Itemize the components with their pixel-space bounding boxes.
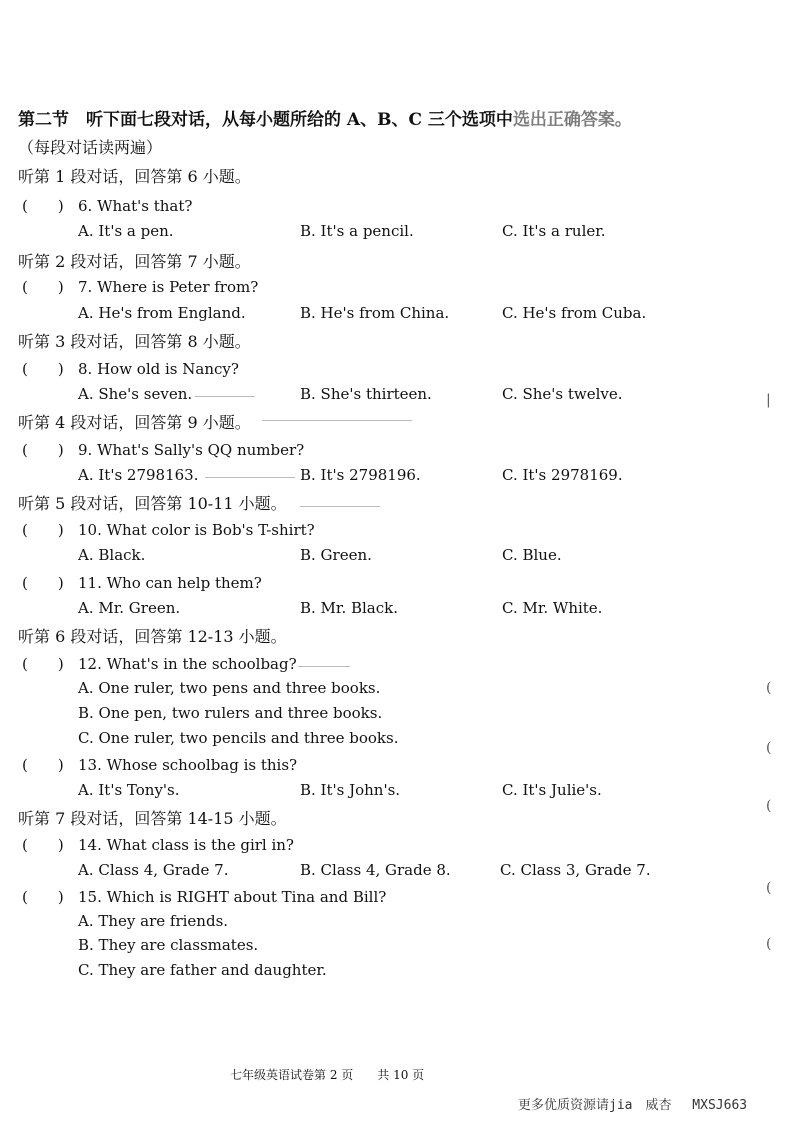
question-text: 11. Who can help them? xyxy=(78,574,262,592)
margin-mark: ( xyxy=(766,740,772,756)
dialogue-label: 听第 1 段对话，回答第 6 小题。 xyxy=(18,167,251,186)
question-14 xyxy=(22,834,294,855)
question-text: 15. Which is RIGHT about Tina and Bill? xyxy=(78,888,387,906)
question-12 xyxy=(22,653,297,674)
margin-mark: | xyxy=(766,392,771,408)
option-a: A. It's a pen. xyxy=(78,222,174,240)
option-c: C. Class 3, Grade 7. xyxy=(500,861,651,879)
option-b: B. Green. xyxy=(300,546,372,564)
dialogue-label: 听第 5 段对话，回答第 10-11 小题。 xyxy=(18,494,287,513)
option-b: B. It's a pencil. xyxy=(300,222,414,240)
question-9 xyxy=(22,439,304,460)
scan-line xyxy=(300,506,380,507)
section-title-tail: 选出正确答案。 xyxy=(512,110,632,130)
option-b: B. She's thirteen. xyxy=(300,385,432,403)
option-c: C. They are father and daughter. xyxy=(78,961,327,979)
option-c: C. Mr. White. xyxy=(502,599,603,617)
scan-line xyxy=(298,666,350,667)
option-c: C. It's Julie's. xyxy=(502,781,602,799)
question-13 xyxy=(22,754,297,775)
option-b: B. Mr. Black. xyxy=(300,599,398,617)
answer-blank[interactable]: ( ) xyxy=(22,521,64,539)
dialogue-label: 听第 2 段对话，回答第 7 小题。 xyxy=(18,252,251,271)
question-text: 10. What color is Bob's T-shirt? xyxy=(78,521,315,539)
watermark-text: 更多优质资源请jia 威杏 MXSJ663 xyxy=(518,1098,748,1113)
option-a: A. Black. xyxy=(78,546,146,564)
scan-line xyxy=(195,396,255,397)
option-c: C. She's twelve. xyxy=(502,385,623,403)
dialogue-label: 听第 6 段对话，回答第 12-13 小题。 xyxy=(18,627,287,646)
dialogue-label: 听第 3 段对话，回答第 8 小题。 xyxy=(18,332,251,351)
option-b: B. It's John's. xyxy=(300,781,401,799)
option-c: C. One ruler, two pencils and three books. xyxy=(78,729,399,747)
question-text: 9. What's Sally's QQ number? xyxy=(78,441,305,459)
answer-blank[interactable]: ( ) xyxy=(22,888,64,906)
answer-blank[interactable]: ( ) xyxy=(22,441,64,459)
option-b: B. He's from China. xyxy=(300,304,450,322)
margin-mark: ( xyxy=(766,880,772,896)
question-15 xyxy=(22,886,386,907)
answer-blank[interactable]: ( ) xyxy=(22,278,64,296)
question-7 xyxy=(22,276,258,297)
option-c: C. Blue. xyxy=(502,546,562,564)
margin-mark: ( xyxy=(766,936,772,952)
dialogue-label: 听第 7 段对话，回答第 14-15 小题。 xyxy=(18,809,287,828)
option-b: B. They are classmates. xyxy=(78,936,259,954)
question-text: 14. What class is the girl in? xyxy=(78,836,294,854)
question-text: 12. What's in the schoolbag? xyxy=(78,655,297,673)
option-b: B. Class 4, Grade 8. xyxy=(300,861,451,879)
option-a: A. It's Tony's. xyxy=(78,781,180,799)
option-a: A. Mr. Green. xyxy=(78,599,181,617)
option-c: C. It's a ruler. xyxy=(502,222,606,240)
option-b: B. It's 2798196. xyxy=(300,466,421,484)
question-text: 8. How old is Nancy? xyxy=(78,360,239,378)
margin-mark: ( xyxy=(766,798,772,814)
option-a: A. It's 2798163. xyxy=(78,466,199,484)
question-10 xyxy=(22,519,315,540)
answer-blank[interactable]: ( ) xyxy=(22,574,64,592)
answer-blank[interactable]: ( ) xyxy=(22,655,64,673)
dialogue-label: 听第 4 段对话，回答第 9 小题。 xyxy=(18,413,251,432)
option-a: A. He's from England. xyxy=(78,304,246,322)
option-c: C. He's from Cuba. xyxy=(502,304,647,322)
answer-blank[interactable]: ( ) xyxy=(22,360,64,378)
margin-mark: ( xyxy=(766,680,772,696)
scan-line xyxy=(262,420,412,421)
question-6 xyxy=(22,195,192,216)
section-title xyxy=(18,105,632,130)
scan-line xyxy=(205,477,295,478)
page-footer: 七年级英语试卷第 2 页 共 10 页 xyxy=(230,1068,425,1082)
question-8 xyxy=(22,358,239,379)
section-note: （每段对话读两遍） xyxy=(18,138,163,157)
option-c: C. It's 2978169. xyxy=(502,466,623,484)
option-a: A. They are friends. xyxy=(78,912,229,930)
answer-blank[interactable]: ( ) xyxy=(22,836,64,854)
section-title-main: 第二节 听下面七段对话，从每小题所给的 A、B、C 三个选项中 xyxy=(18,110,513,130)
option-b: B. One pen, two rulers and three books. xyxy=(78,704,383,722)
answer-blank[interactable]: ( ) xyxy=(22,197,64,215)
question-text: 7. Where is Peter from? xyxy=(78,278,259,296)
option-a: A. She's seven. xyxy=(78,385,193,403)
question-text: 6. What's that? xyxy=(78,197,193,215)
option-a: A. Class 4, Grade 7. xyxy=(78,861,229,879)
question-text: 13. Whose schoolbag is this? xyxy=(78,756,298,774)
question-11 xyxy=(22,572,262,593)
option-a: A. One ruler, two pens and three books. xyxy=(78,679,381,697)
answer-blank[interactable]: ( ) xyxy=(22,756,64,774)
